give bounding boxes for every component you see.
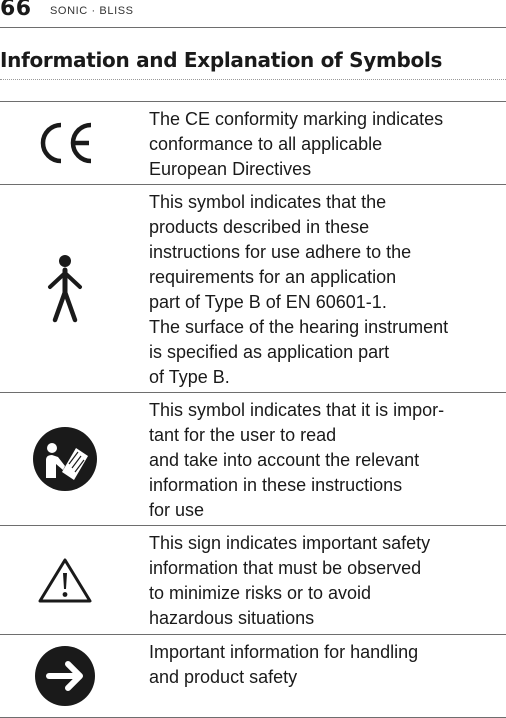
row-description: This sign indicates important safety information that must be observed to minimize risks or to avoid hazardous situations xyxy=(149,533,431,628)
brand-label: SONIC · BLISS xyxy=(50,5,134,17)
read-instructions-icon xyxy=(32,426,98,492)
row-description: This symbol indicates that the products described in these instructions for use adhere to the requirements for an application part of Type B of EN 60601-1. The surface of the hearing instrument is specified as application part of Type B. xyxy=(149,192,449,387)
table-row xyxy=(0,393,506,526)
warning-triangle-icon xyxy=(37,556,93,604)
table-row xyxy=(0,526,506,635)
row-description: Important information for handling and product safety xyxy=(149,642,419,687)
title-divider xyxy=(0,79,506,80)
page-header xyxy=(0,0,506,28)
page-number: 66 xyxy=(0,0,32,21)
type-b-applied-part-icon xyxy=(45,254,85,324)
row-description: The CE conformity marking indicates conformance to all applicable European Directives xyxy=(149,109,444,179)
table-row xyxy=(0,635,506,718)
row-description: This symbol indicates that it is impor- tant for the user to read and take into account the relevant information in these instructions for use xyxy=(149,400,445,520)
arrow-right-circle-icon xyxy=(34,645,96,707)
table-row xyxy=(0,102,506,185)
ce-mark-icon xyxy=(35,119,95,167)
symbols-table xyxy=(0,101,506,718)
page-title: Information and Explanation of Symbols xyxy=(0,48,443,72)
table-row xyxy=(0,185,506,393)
